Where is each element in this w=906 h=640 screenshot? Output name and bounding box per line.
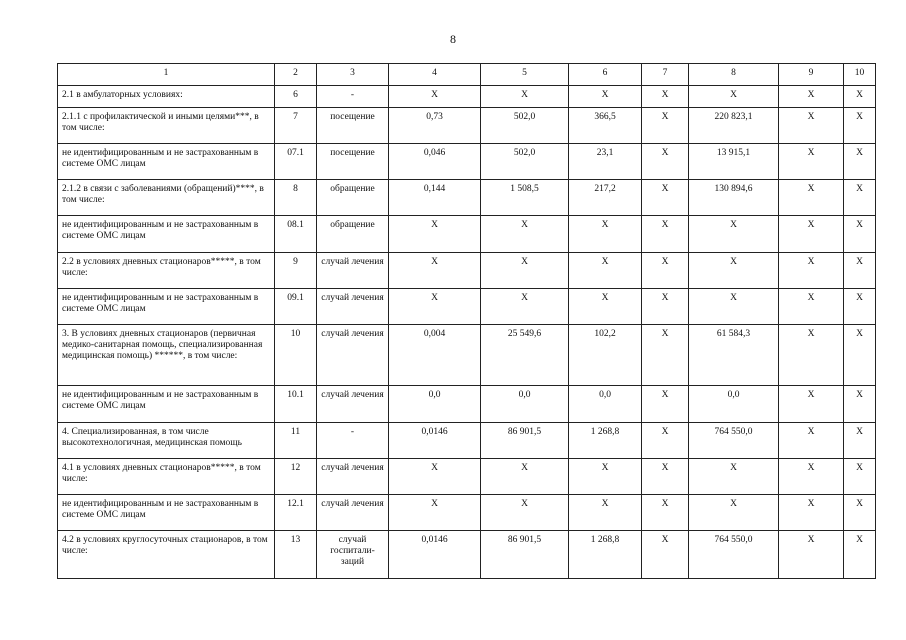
line-number-cell: 07.1 — [275, 144, 317, 180]
unit-cell: случай лечения — [317, 253, 389, 289]
table-cell: 0,004 — [389, 325, 481, 386]
table-cell: X — [779, 495, 844, 531]
table-cell: 0,144 — [389, 180, 481, 216]
table-cell: X — [481, 289, 569, 325]
table-cell: 764 550,0 — [689, 531, 779, 579]
row-label: 2.1.1 с профилактической и иными целями***, в том числе: — [58, 108, 275, 144]
table-cell: X — [569, 459, 642, 495]
table-cell: 0,0 — [481, 386, 569, 423]
table-cell: X — [642, 253, 689, 289]
table-cell: X — [779, 86, 844, 108]
unit-cell: - — [317, 423, 389, 459]
column-header: 4 — [389, 64, 481, 86]
unit-cell: случай лечения — [317, 325, 389, 386]
page-number: 8 — [450, 32, 456, 46]
table-cell: X — [642, 386, 689, 423]
table-cell: X — [844, 325, 876, 386]
table-cell: X — [481, 86, 569, 108]
table-row — [58, 180, 876, 216]
line-number-cell: 10 — [275, 325, 317, 386]
table-cell: X — [642, 108, 689, 144]
table-row — [58, 86, 876, 108]
table-cell: 0,0146 — [389, 531, 481, 579]
unit-cell: случай госпитали-заций — [317, 531, 389, 579]
table-row — [58, 216, 876, 253]
table-cell: X — [642, 531, 689, 579]
table-header-row — [58, 64, 876, 86]
table-cell: X — [844, 386, 876, 423]
table-cell: X — [642, 180, 689, 216]
table-cell: 0,0 — [689, 386, 779, 423]
table-cell: X — [389, 253, 481, 289]
unit-cell: посещение — [317, 108, 389, 144]
table-cell: 0,0 — [389, 386, 481, 423]
line-number-cell: 7 — [275, 108, 317, 144]
table-cell: 130 894,6 — [689, 180, 779, 216]
table-cell: X — [779, 459, 844, 495]
line-number-cell: 09.1 — [275, 289, 317, 325]
column-header: 6 — [569, 64, 642, 86]
row-label: не идентифицированным и не застрахованным в системе ОМС лицам — [58, 386, 275, 423]
table-cell: 1 508,5 — [481, 180, 569, 216]
table-cell: X — [642, 325, 689, 386]
table-cell: X — [642, 289, 689, 325]
line-number-cell: 08.1 — [275, 216, 317, 253]
column-header: 10 — [844, 64, 876, 86]
table-cell: X — [569, 289, 642, 325]
table-cell: 502,0 — [481, 144, 569, 180]
table-cell: X — [389, 495, 481, 531]
table-cell: X — [844, 289, 876, 325]
table-cell: X — [481, 459, 569, 495]
unit-cell: обращение — [317, 216, 389, 253]
table-cell: X — [389, 86, 481, 108]
table-cell: 366,5 — [569, 108, 642, 144]
table-row — [58, 495, 876, 531]
table-row — [58, 423, 876, 459]
table-cell: X — [844, 253, 876, 289]
table-cell: 0,0146 — [389, 423, 481, 459]
table-cell: 102,2 — [569, 325, 642, 386]
table-cell: X — [779, 289, 844, 325]
row-label: 2.1.2 в связи с заболеваниями (обращений)****, в том числе: — [58, 180, 275, 216]
table-cell: X — [779, 423, 844, 459]
table-cell: X — [642, 144, 689, 180]
row-label: 4.2 в условиях круглосуточных стационаров, в том числе: — [58, 531, 275, 579]
line-number-cell: 10.1 — [275, 386, 317, 423]
row-label: не идентифицированным и не застрахованным в системе ОМС лицам — [58, 495, 275, 531]
table-cell: X — [779, 180, 844, 216]
table-cell: X — [569, 216, 642, 253]
table-cell: X — [844, 144, 876, 180]
table-row — [58, 531, 876, 579]
table-row — [58, 459, 876, 495]
table-cell: 0,0 — [569, 386, 642, 423]
table-cell: X — [779, 144, 844, 180]
row-label: не идентифицированным и не застрахованным в системе ОМС лицам — [58, 144, 275, 180]
row-label: 2.2 в условиях дневных стационаров*****, в том числе: — [58, 253, 275, 289]
row-label: 4.1 в условиях дневных стационаров*****, в том числе: — [58, 459, 275, 495]
table-cell: X — [481, 253, 569, 289]
table-cell: 13 915,1 — [689, 144, 779, 180]
unit-cell: случай лечения — [317, 289, 389, 325]
line-number-cell: 8 — [275, 180, 317, 216]
table-cell: 0,046 — [389, 144, 481, 180]
table-row — [58, 253, 876, 289]
table-cell: X — [689, 86, 779, 108]
column-header: 1 — [58, 64, 275, 86]
table-cell: 25 549,6 — [481, 325, 569, 386]
table-cell: 220 823,1 — [689, 108, 779, 144]
table-cell: 86 901,5 — [481, 423, 569, 459]
table-cell: 61 584,3 — [689, 325, 779, 386]
column-header: 7 — [642, 64, 689, 86]
line-number-cell: 11 — [275, 423, 317, 459]
table-cell: X — [844, 180, 876, 216]
table-cell: X — [389, 289, 481, 325]
row-label: 2.1 в амбулаторных условиях: — [58, 86, 275, 108]
table-row — [58, 108, 876, 144]
unit-cell: обращение — [317, 180, 389, 216]
row-label: 4. Специализированная, в том числе высокотехнологичная, медицинская помощь — [58, 423, 275, 459]
table-cell: X — [844, 423, 876, 459]
table-cell: X — [569, 495, 642, 531]
table-cell: X — [779, 253, 844, 289]
table-cell: X — [389, 216, 481, 253]
column-header: 9 — [779, 64, 844, 86]
unit-cell: посещение — [317, 144, 389, 180]
column-header: 2 — [275, 64, 317, 86]
table-cell: X — [689, 253, 779, 289]
table-cell: X — [689, 289, 779, 325]
column-header: 5 — [481, 64, 569, 86]
row-label: не идентифицированным и не застрахованным в системе ОМС лицам — [58, 289, 275, 325]
unit-cell: случай лечения — [317, 495, 389, 531]
table-cell: X — [642, 459, 689, 495]
line-number-cell: 12.1 — [275, 495, 317, 531]
table-cell: X — [481, 495, 569, 531]
line-number-cell: 12 — [275, 459, 317, 495]
table-cell: X — [569, 86, 642, 108]
table-cell: X — [642, 423, 689, 459]
table-cell: X — [844, 459, 876, 495]
unit-cell: случай лечения — [317, 386, 389, 423]
table-cell: X — [689, 459, 779, 495]
table-cell: X — [389, 459, 481, 495]
column-header: 8 — [689, 64, 779, 86]
column-header: 3 — [317, 64, 389, 86]
table-cell: X — [779, 325, 844, 386]
table-cell: 502,0 — [481, 108, 569, 144]
table-cell: 86 901,5 — [481, 531, 569, 579]
table-cell: X — [844, 216, 876, 253]
table-cell: X — [642, 216, 689, 253]
table-cell: X — [689, 216, 779, 253]
table-cell: 23,1 — [569, 144, 642, 180]
table-cell: X — [642, 495, 689, 531]
table-cell: 764 550,0 — [689, 423, 779, 459]
table-cell: X — [844, 531, 876, 579]
table-cell: X — [779, 386, 844, 423]
data-table — [57, 63, 876, 579]
table-cell: X — [689, 495, 779, 531]
table-cell: 1 268,8 — [569, 423, 642, 459]
table-cell: X — [779, 531, 844, 579]
table-cell: X — [481, 216, 569, 253]
table-row — [58, 144, 876, 180]
row-label: 3. В условиях дневных стационаров (первичная медико-санитарная помощь, специализированная медицинская помощь) ******, в том числе: — [58, 325, 275, 386]
table-cell: 0,73 — [389, 108, 481, 144]
table-cell: X — [844, 108, 876, 144]
table-cell: 217,2 — [569, 180, 642, 216]
table-cell: X — [844, 495, 876, 531]
table-row — [58, 386, 876, 423]
row-label: не идентифицированным и не застрахованным в системе ОМС лицам — [58, 216, 275, 253]
line-number-cell: 13 — [275, 531, 317, 579]
line-number-cell: 6 — [275, 86, 317, 108]
table-cell: X — [779, 216, 844, 253]
table-row — [58, 325, 876, 386]
table-cell: X — [844, 86, 876, 108]
table-row — [58, 289, 876, 325]
table-cell: 1 268,8 — [569, 531, 642, 579]
unit-cell: случай лечения — [317, 459, 389, 495]
table-cell: X — [779, 108, 844, 144]
table-cell: X — [642, 86, 689, 108]
table-cell: X — [569, 253, 642, 289]
unit-cell: - — [317, 86, 389, 108]
line-number-cell: 9 — [275, 253, 317, 289]
